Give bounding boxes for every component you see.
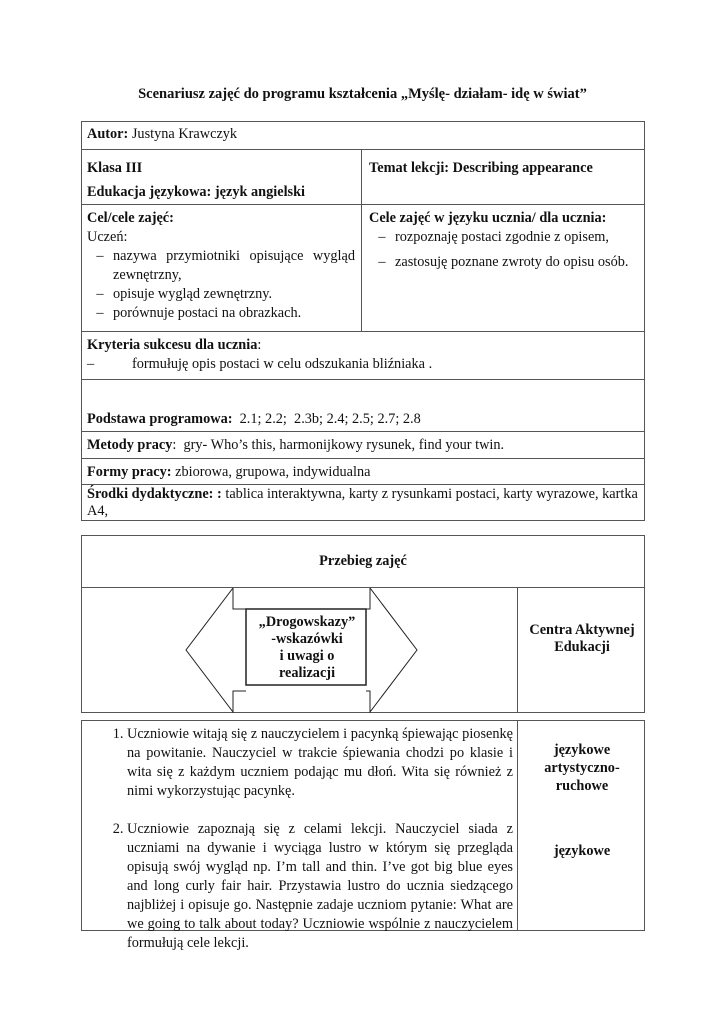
methods-row: Metody pracy: gry- Who’s this, harmonijkowy rysunek, find your twin. <box>82 431 644 458</box>
goals-intro: Uczeń: <box>87 229 128 245</box>
flow-heading: Przebieg zajęć <box>319 553 407 569</box>
criteria-item: – formułuję opis postaci w celu odszukania bliźniaka . <box>87 356 433 372</box>
goal-item: – nazywa przymiotniki opisujące wygląd zewnętrzny, <box>96 248 355 283</box>
lesson-steps-table <box>81 720 645 951</box>
student-goals-heading: Cele zajęć w języku ucznia/ dla ucznia: <box>369 210 607 226</box>
signposts-box: „Drogowskazy” -wskazówki i uwagi o realizacji <box>258 614 356 681</box>
active-education-centers-heading: Centra Aktywnej Edukacji <box>529 622 635 655</box>
student-goal-item: – rozpoznaję postaci zgodnie z opisem, <box>378 229 609 245</box>
class-row <box>82 149 644 204</box>
author-label: Autor: <box>87 126 129 142</box>
author-value: Justyna Krawczyk <box>128 126 238 142</box>
goals-heading: Cel/cele zajęć: <box>87 210 174 226</box>
lesson-flow-header-table <box>81 535 645 713</box>
curriculum-row: Podstawa programowa: 2.1; 2.2; 2.3b; 2.4; 2.5; 2.7; 2.8 <box>82 379 644 431</box>
lesson-info-table <box>81 121 645 521</box>
goal-item: – opisuje wygląd zewnętrzny. <box>96 286 273 302</box>
criteria-heading: Kryteria sukcesu dla ucznia <box>87 337 258 353</box>
author-row <box>82 121 644 149</box>
education-label: Edukacja językowa: język angielski <box>87 184 306 200</box>
lesson-step: 1. Uczniowie witają się z nauczycielem i pacynką śpiewając piosenkę na powitanie. Nauczyciel w trakcie śpiewania chodzi po klasie i wita się z każdym uczniem podając mu dłoń. Wita się również z nimi wykorzystując pacynkę. <box>127 725 513 801</box>
goals-row <box>82 204 644 331</box>
lesson-topic: Temat lekcji: Describing appearance <box>369 160 593 176</box>
step-centers: językowe artystyczno- ruchowe <box>544 742 620 794</box>
class-label: Klasa III <box>87 160 143 176</box>
column-divider <box>517 587 518 713</box>
lesson-step: 2. Uczniowie zapoznają się z celami lekcji. Nauczyciel siada z uczniami na dywanie i wyciąga lustro w którym się przegląda opisują swój wygląd np. I’m tall and thin. I’ve got big blue eyes and long curly fair hair. Przystawia lustro do ucznia siedzącego najbliżej i opisuje go. Następnie zadaje uczniom pytanie: What are we going to talk about today? Uczniowie wspólnie z nauczycielem formułują cele lekcji. <box>127 820 513 953</box>
criteria-row: Kryteria sukcesu dla ucznia: – formułuję opis postaci w celu odszukania bliźniaka . <box>82 331 644 379</box>
step-centers: językowe <box>553 843 611 859</box>
student-goal-item: – zastosuję poznane zwroty do opisu osób. <box>378 254 629 270</box>
materials-row: Środki dydaktyczne: : tablica interaktywna, karty z rysunkami postaci, karty wyrazowe, kartka A4, <box>82 484 644 521</box>
document-title: Scenariusz zajęć do programu kształcenia „Myślę- działam- idę w świat” <box>138 86 587 102</box>
forms-row: Formy pracy: zbiorowa, grupowa, indywidualna <box>82 458 644 484</box>
goal-item: – porównuje postaci na obrazkach. <box>96 305 302 321</box>
